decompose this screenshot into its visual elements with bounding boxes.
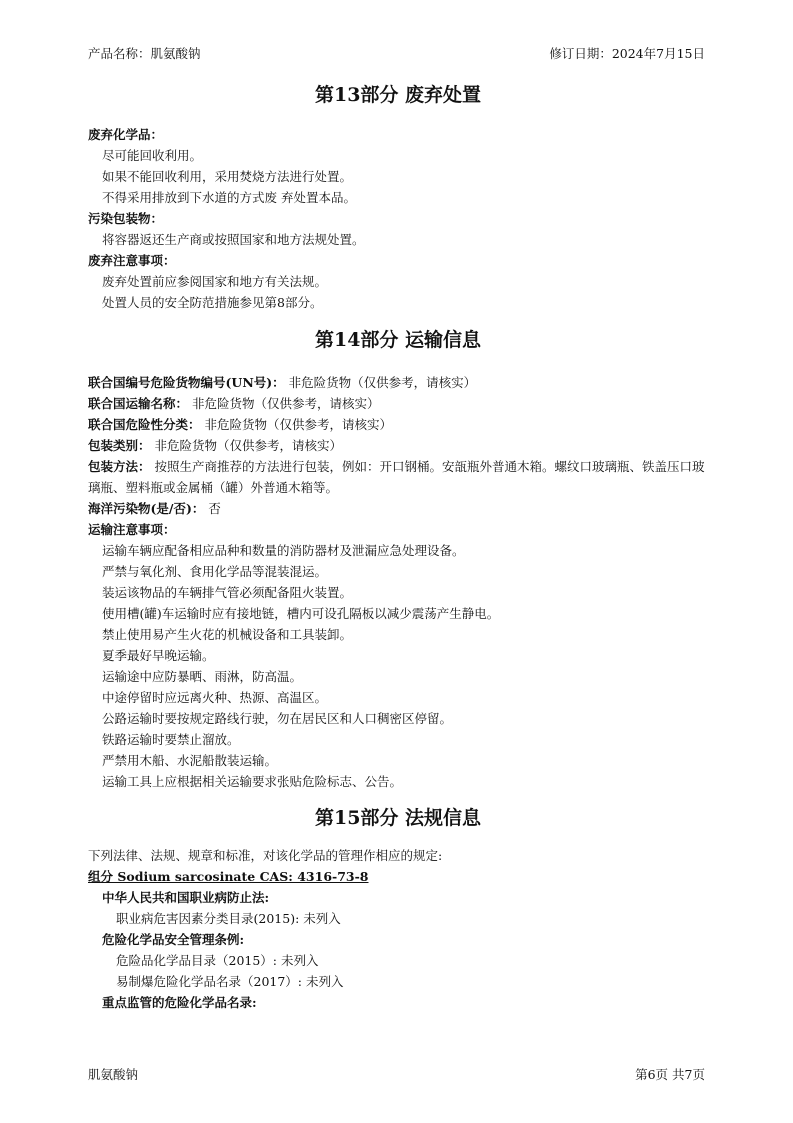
contaminated-packaging-label: 污染包装物： — [88, 211, 164, 226]
transport-precaution-item: 严禁与氧化剂、食用化学品等混装混运。 — [102, 564, 328, 579]
un-number-label: 联合国编号危险货物编号(UN号)： — [88, 375, 285, 390]
disposal-notes-label: 废弃注意事项： — [88, 253, 176, 268]
waste-line: 不得采用排放到下水道的方式废 弃处置本品。 — [102, 190, 356, 205]
shipping-name-label: 联合国运输名称： — [88, 396, 189, 411]
shipping-name-value: 非危险货物（仅供参考，请核实） — [192, 396, 380, 411]
waste-line: 如果不能回收利用，采用焚烧方法进行处置。 — [102, 169, 353, 184]
hazardous-chemicals-regulation-item: 易制爆危险化学品名录（2017）: 未列入 — [116, 974, 344, 989]
transport-precaution-item: 运输工具上应根据相关运输要求张贴危险标志、公告。 — [102, 774, 403, 789]
transport-precaution-item: 装运该物品的车辆排气管必须配备阻火装置。 — [102, 585, 353, 600]
hazard-class-label: 联合国危险性分类： — [88, 417, 201, 432]
hazardous-chemicals-regulation-label: 危险化学品安全管理条例: — [102, 932, 245, 947]
shipping-name-row — [88, 393, 708, 414]
disposal-note-line: 处置人员的安全防范措施参见第8部分。 — [102, 295, 323, 310]
section-15-title: 第15部分 法规信息 — [314, 807, 482, 829]
transport-precaution-item: 运输车辆应配备相应品种和数量的消防器材及泄漏应急处理设备。 — [102, 543, 465, 558]
header-revision-date: 修订日期：2024年7月15日 — [549, 46, 705, 61]
occupational-disease-law-label: 中华人民共和国职业病防止法: — [102, 890, 270, 905]
waste-chemicals-label: 废弃化学品： — [88, 127, 164, 142]
packing-group-value: 非危险货物（仅供参考，请核实） — [154, 438, 343, 453]
hazard-class-value: 非危险货物（仅供参考，请核实） — [204, 417, 393, 432]
footer-page-number: 第6页 共7页 — [635, 1067, 705, 1082]
transport-precaution-item: 公路运输时要按规定路线行驶，勿在居民区和人口稠密区停留。 — [102, 711, 453, 726]
marine-pollutant-label: 海洋污染物(是/否)： — [88, 501, 205, 516]
component-cas-heading: 组分 Sodium sarcosinate CAS: 4316-73-8 — [88, 869, 369, 884]
transport-precaution-item: 铁路运输时要禁止溜放。 — [102, 732, 240, 747]
occupational-disease-law-item: 职业病危害因素分类目录(2015): 未列入 — [116, 911, 341, 926]
section-13-title: 第13部分 废弃处置 — [314, 84, 482, 106]
transport-precaution-item: 严禁用木船、水泥船散装运输。 — [102, 753, 278, 768]
transport-precaution-item: 使用槽(罐)车运输时应有接地链，槽内可设孔隔板以减少震荡产生静电。 — [102, 606, 500, 621]
waste-line: 尽可能回收利用。 — [102, 148, 203, 163]
hazard-class-row — [88, 414, 708, 435]
footer-product-name: 肌氨酸钠 — [88, 1067, 139, 1082]
transport-precaution-item: 夏季最好早晚运输。 — [102, 648, 215, 663]
transport-precaution-item: 禁止使用易产生火花的机械设备和工具装卸。 — [102, 627, 353, 642]
header-product-name: 产品名称：肌氨酸钠 — [88, 46, 201, 61]
marine-pollutant-row — [88, 498, 708, 519]
regulations-intro: 下列法律、法规、规章和标准，对该化学品的管理作相应的规定: — [88, 848, 443, 863]
hazardous-chemicals-regulation-item: 危险品化学品目录（2015）: 未列入 — [116, 953, 319, 968]
un-number-value: 非危险货物（仅供参考，请核实） — [288, 375, 477, 390]
transport-precautions-label: 运输注意事项： — [88, 522, 176, 537]
marine-pollutant-value: 否 — [208, 501, 221, 516]
packing-group-label: 包装类别： — [88, 438, 151, 453]
section-14-title: 第14部分 运输信息 — [314, 329, 482, 351]
disposal-note-line: 废弃处置前应参阅国家和地方有关法规。 — [102, 274, 328, 289]
packing-method-label: 包装方法： — [88, 459, 151, 474]
packing-group-row — [88, 435, 708, 456]
un-number-row — [88, 372, 708, 393]
document-body — [88, 82, 708, 1013]
packaging-line: 将容器返还生产商或按照国家和地方法规处置。 — [102, 232, 365, 247]
transport-precaution-item: 中途停留时应远离火种、热源、高温区。 — [102, 690, 328, 705]
packing-method-row — [88, 456, 708, 498]
packing-method-value: 按照生产商推荐的方法进行包装，例如：开口钢桶。安瓿瓶外普通木箱。螺纹口玻璃瓶、铁盖压口玻璃瓶、塑料瓶或金属桶（罐）外普通木箱等。 — [88, 459, 705, 495]
key-supervised-chemicals-label: 重点监管的危险化学品名录: — [102, 995, 257, 1010]
transport-precaution-item: 运输途中应防暴晒、雨淋，防高温。 — [102, 669, 303, 684]
